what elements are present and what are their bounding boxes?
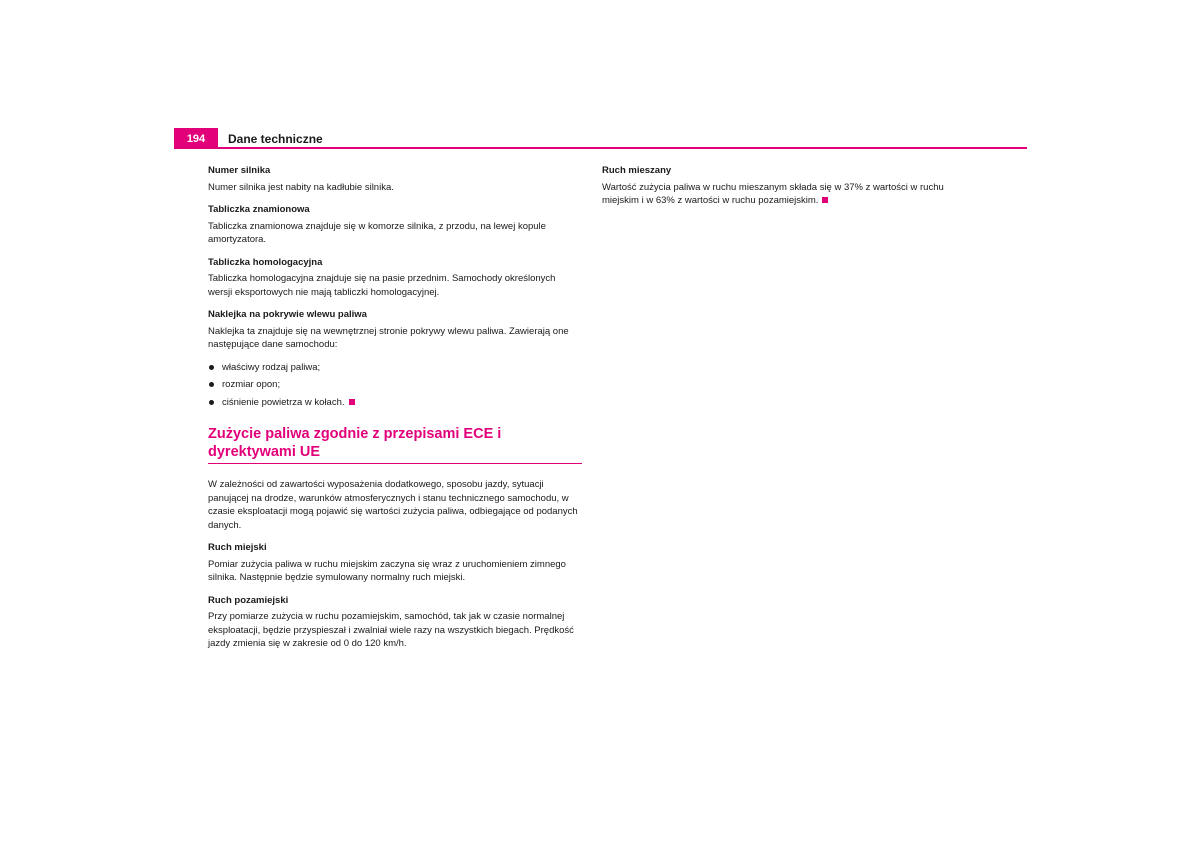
list-item-text: ciśnienie powietrza w kołach. (222, 396, 345, 408)
left-column (208, 164, 582, 660)
page-number: 194 (174, 128, 218, 149)
engine-number-text: Numer silnika jest nabity na kadłubie silnika. (208, 181, 394, 193)
combined-paragraph (602, 181, 962, 208)
header-rule (174, 147, 1027, 149)
combined-text: Wartość zużycia paliwa w ruchu mieszanym składa się w 37% z wartości w ruchu miejskim i w 63% z wartości w ruchu pozamiejskim. (602, 181, 944, 206)
list-item (208, 378, 582, 392)
city-driving-heading: Ruch miejski (208, 542, 267, 553)
combined-heading: Ruch mieszany (602, 165, 672, 176)
section-intro: W zależności od zawartości wyposażenia dodatkowego, sposobu jazdy, sytuacji panującej na drodze, warunków atmosferycznych i stanu technicznego samochodu, w czasie eksploatacji mogą pojawić się wartości zużycia paliwa, odbiegające od podanych danych. (208, 479, 578, 531)
engine-number-heading: Numer silnika (208, 165, 271, 176)
homologation-plate-text: Tabliczka homologacyjna znajduje się na pasie przednim. Samochody określonych wersji eksportowych nie mają tabliczki homologacyjnej. (208, 273, 556, 298)
fuel-flap-sticker-heading: Naklejka na pokrywie wlewu paliwa (208, 309, 367, 320)
rating-plate-text: Tabliczka znamionowa znajduje się w komorze silnika, z przodu, na lewej kopule amortyzatora. (208, 220, 546, 245)
section-end-icon (822, 197, 828, 203)
rating-plate-heading: Tabliczka znamionowa (208, 204, 310, 215)
section-end-icon (349, 399, 355, 405)
list-item-text: rozmiar opon; (222, 379, 281, 390)
chapter-title: Dane techniczne (228, 132, 323, 146)
section-title: Zużycie paliwa zgodnie z przepisami ECE i dyrektywami UE (208, 425, 582, 464)
extra-urban-text: Przy pomiarze zużycia w ruchu pozamiejskim, samochód, tak jak w czasie normalnej eksploatacji, będzie przyspieszał i zwalniał wiele razy na wszystkich biegach. Prędkość jazdy zmienia się w zakresie od 0 do 120 km/h. (208, 611, 574, 649)
list-item (208, 361, 582, 375)
city-driving-text: Pomiar zużycia paliwa w ruchu miejskim zaczyna się wraz z uruchomieniem zimnego silnika. Następnie będzie symulowany normalny ruch miejski. (208, 558, 566, 583)
page-header (174, 128, 1027, 150)
sticker-data-list (208, 361, 582, 410)
list-item (208, 396, 582, 410)
extra-urban-heading: Ruch pozamiejski (208, 594, 289, 606)
fuel-flap-sticker-text: Naklejka ta znajduje się na wewnętrznej stronie pokrywy wlewu paliwa. Zawierają one następujące dane samochodu: (208, 325, 569, 350)
homologation-plate-heading: Tabliczka homologacyjna (208, 256, 323, 268)
list-item-text: właściwy rodzaj paliwa; (222, 361, 321, 373)
right-column (602, 164, 962, 217)
